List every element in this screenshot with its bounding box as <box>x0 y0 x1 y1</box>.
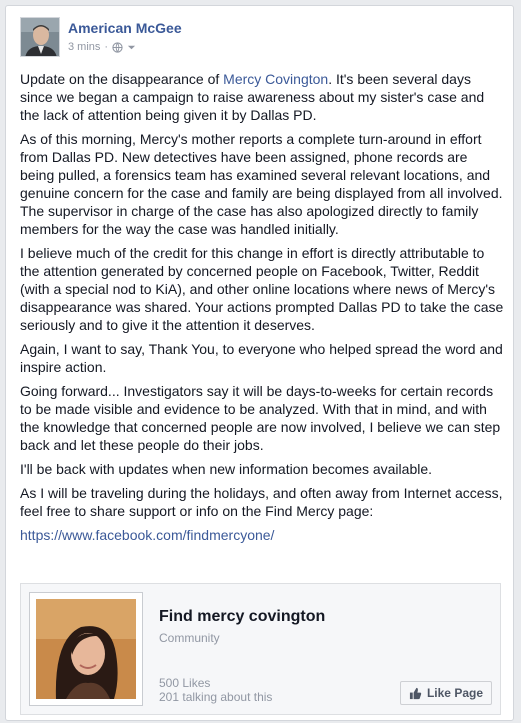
mention-link-mercy-covington[interactable]: Mercy Covington <box>223 71 329 87</box>
chevron-down-icon[interactable] <box>127 43 136 52</box>
page-likes-count: 500 Likes <box>159 676 211 690</box>
page-category: Community <box>159 631 220 645</box>
post-paragraph: As of this morning, Mercy's mother reports a complete turn-around in effort from Dallas PD. New detectives have been assigned, phone records are being pulled, a forensics team has examined several relevant locations, and genuine concern for the case and family are being displayed from all involved. The supervisor in charge of the case has also apologized directly to family members for the way the case was handled initially. <box>20 131 503 237</box>
like-page-label: Like Page <box>426 686 483 700</box>
post-meta <box>68 41 136 53</box>
author-name[interactable]: American McGee <box>68 20 182 36</box>
post-paragraph: Update on the disappearance of Mercy Covington. It's been several days since we began a campaign to raise awareness about my sister's case and the lack of attention being given it by Dallas PD. <box>20 71 485 123</box>
post-paragraph: I believe much of the credit for this change in effort is directly attributable to the attention generated by concerned people on Facebook, Twitter, Reddit (with a special nod to KiA), and other online locations where news of Mercy's disappearance was shared. Your actions prompted Dallas PD to take the case seriously and to give it the attention it deserves. <box>20 245 504 333</box>
like-page-button[interactable] <box>400 681 492 705</box>
page-talking-count: 201 talking about this <box>159 690 273 704</box>
post-paragraph: As I will be traveling during the holidays, and often away from Internet access, feel free to share support or info on the Find Mercy page: <box>20 485 503 519</box>
page-photo <box>36 599 136 699</box>
avatar-photo <box>21 18 60 57</box>
post-header <box>20 17 480 61</box>
thumbs-up-icon <box>409 687 422 700</box>
post-body <box>20 70 505 550</box>
globe-icon[interactable] <box>112 42 123 53</box>
page-stats <box>159 676 272 704</box>
post-paragraph: Again, I want to say, Thank You, to everyone who helped spread the word and inspire action. <box>20 341 503 375</box>
page-preview-card[interactable] <box>20 583 501 715</box>
post-url-line <box>20 526 505 544</box>
author-avatar[interactable] <box>20 17 60 57</box>
page-name[interactable]: Find mercy covington <box>159 608 326 625</box>
find-mercy-page-link[interactable]: https://www.facebook.com/findmercyone/ <box>20 527 275 543</box>
post-paragraph: Going forward... Investigators say it will be days-to-weeks for certain records to be made visible and evidence to be analyzed. With that in mind, and with the knowledge that concerned people are now involved, I believe we can step back and let these people do their jobs. <box>20 383 501 453</box>
meta-separator: · <box>104 41 109 53</box>
post-paragraph: I'll be back with updates when new information becomes available. <box>20 461 433 477</box>
post-card <box>5 5 514 721</box>
page-profile-picture[interactable] <box>29 592 143 706</box>
post-timestamp[interactable]: 3 mins <box>68 41 101 53</box>
